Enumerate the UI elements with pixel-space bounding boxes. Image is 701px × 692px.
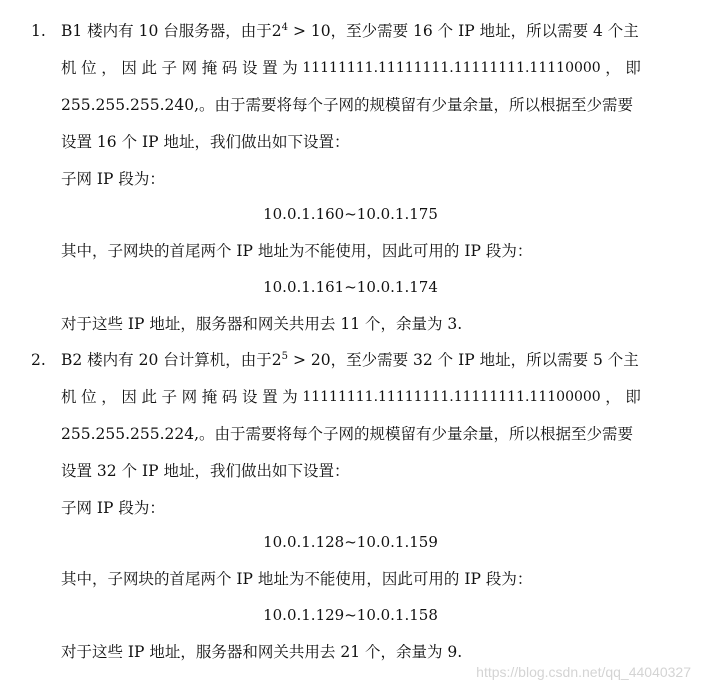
- setup-line: 设置 32 个 IP 地址，我们做出如下设置：: [61, 462, 350, 480]
- item-intro-line: [61, 349, 639, 371]
- word: 机: [61, 59, 77, 77]
- power-expression: [272, 22, 331, 40]
- intro-text-b: ，至少需要 32 个 IP 地址，所以需要 5 个主: [330, 351, 639, 369]
- subnet-range: 10.0.1.160~10.0.1.175: [263, 205, 438, 223]
- word: 设: [241, 59, 258, 77]
- setup-line: 设置 16 个 IP 地址，我们做出如下设置：: [61, 133, 350, 151]
- remainder-line: 对于这些 IP 地址，服务器和网关共用去 21 个，余量为 9.: [61, 643, 463, 661]
- power-base: 2: [271, 22, 282, 40]
- word: 设: [241, 388, 258, 406]
- word: 掩: [201, 388, 218, 406]
- word: 因: [121, 388, 137, 406]
- power-exponent: 4: [281, 21, 289, 33]
- word: 为: [282, 59, 298, 77]
- host-bits-line: [61, 386, 641, 408]
- word: 因: [121, 59, 137, 77]
- usable-range: 10.0.1.161~10.0.1.174: [263, 278, 438, 296]
- word: ，: [605, 388, 621, 406]
- power-base: 2: [271, 351, 282, 369]
- item-number: 1.: [31, 22, 46, 40]
- subnet-label: 子网 IP 段为：: [61, 170, 165, 188]
- usable-range: 10.0.1.129~10.0.1.158: [263, 606, 438, 624]
- subnet-mask-line: 255.255.255.224,。由于需要将每个子网的规模留有少量余量，所以根据至少需要: [61, 425, 634, 443]
- power-exponent: 5: [281, 350, 289, 362]
- intro-text-b: ，至少需要 16 个 IP 地址，所以需要 4 个主: [330, 22, 639, 40]
- subnet-mask-binary: 11111111.11111111.11111111.11100000: [302, 389, 601, 405]
- word: ，: [101, 59, 117, 77]
- word: 位: [81, 388, 97, 406]
- inequality: > 10: [288, 22, 331, 40]
- word: 网: [181, 388, 198, 406]
- item-intro-line: [61, 20, 639, 42]
- word: 掩: [201, 59, 218, 77]
- inequality: > 20: [288, 351, 331, 369]
- watermark-url: https://blog.csdn.net/qq_44040327: [476, 664, 691, 680]
- word: 子: [161, 388, 178, 406]
- word: 即: [625, 388, 641, 406]
- word: ，: [605, 59, 621, 77]
- word: 为: [282, 388, 298, 406]
- word: 位: [81, 59, 97, 77]
- remainder-line: 对于这些 IP 地址，服务器和网关共用去 11 个，余量为 3.: [61, 315, 463, 333]
- subnet-mask-binary: 11111111.11111111.11111111.11110000: [302, 60, 601, 76]
- word: 机: [61, 388, 77, 406]
- subnet-range: 10.0.1.128~10.0.1.159: [263, 533, 438, 551]
- word: 子: [161, 59, 178, 77]
- usable-label: 其中，子网块的首尾两个 IP 地址为不能使用，因此可用的 IP 段为：: [61, 242, 533, 260]
- power-expression: [272, 351, 331, 369]
- word: 置: [262, 388, 278, 406]
- word: 即: [625, 59, 641, 77]
- word: 码: [221, 388, 238, 406]
- word: 此: [141, 59, 157, 77]
- usable-label: 其中，子网块的首尾两个 IP 地址为不能使用，因此可用的 IP 段为：: [61, 570, 533, 588]
- subnet-mask-line: 255.255.255.240,。由于需要将每个子网的规模留有少量余量，所以根据至少需要: [61, 96, 634, 114]
- intro-text-a: B1 楼内有 10 台服务器，由于: [61, 22, 272, 40]
- intro-text-a: B2 楼内有 20 台计算机，由于: [61, 351, 272, 369]
- word: 置: [262, 59, 278, 77]
- item-number: 2.: [31, 351, 46, 369]
- word: ，: [101, 388, 117, 406]
- word: 码: [221, 59, 238, 77]
- host-bits-line: [61, 57, 641, 79]
- subnet-label: 子网 IP 段为：: [61, 499, 165, 517]
- word: 此: [141, 388, 157, 406]
- word: 网: [181, 59, 198, 77]
